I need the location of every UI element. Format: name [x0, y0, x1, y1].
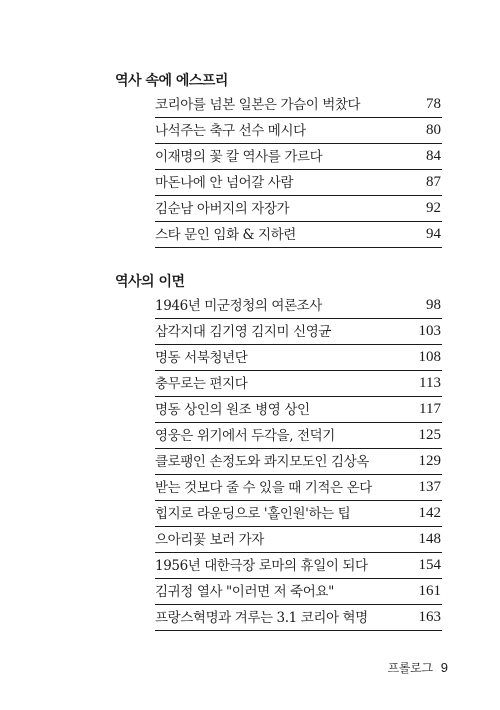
entry-page-number: 80: [426, 122, 441, 138]
entry-page-number: 129: [418, 453, 441, 469]
entry-title: 김귀정 열사 "이러면 저 죽어요": [155, 584, 334, 600]
entry-title: 1946년 미군정청의 여론조사: [155, 298, 322, 314]
entry-title: 으아리꽃 보러 가자: [155, 532, 264, 548]
entry-title: 명동 서북청년단: [155, 350, 248, 366]
entry-page-number: 163: [418, 609, 441, 625]
entry-title: 충무로는 편지다: [155, 376, 248, 392]
toc-entry[interactable]: [155, 144, 442, 170]
entry-title: 영웅은 위기에서 두각을, 전덕기: [155, 428, 335, 444]
entry-page-number: 117: [419, 401, 441, 417]
toc-entry[interactable]: [155, 92, 442, 118]
section-title: 역사 속에 에스프리: [115, 73, 228, 89]
section-title: 역사의 이면: [115, 274, 185, 290]
entry-page-number: 113: [419, 375, 441, 391]
toc-entry[interactable]: [155, 501, 442, 527]
toc-entry[interactable]: [155, 118, 442, 144]
entry-page-number: 78: [426, 96, 441, 112]
toc-entry[interactable]: [155, 579, 442, 605]
entry-title: 나석주는 축구 선수 메시다: [155, 123, 306, 139]
entry-page-number: 148: [418, 531, 441, 547]
entry-page-number: 84: [426, 148, 441, 164]
toc-list: [155, 92, 442, 248]
entry-title: 삼각지대 김기영 김지미 신영균: [155, 324, 332, 340]
entry-title: 김순남 아버지의 자장가: [155, 201, 290, 217]
toc-entry[interactable]: [155, 371, 442, 397]
toc-entry[interactable]: [155, 553, 442, 579]
entry-page-number: 108: [418, 349, 441, 365]
entry-title: 클로팽인 손정도와 콰지모도인 김상옥: [155, 454, 369, 470]
toc-entry[interactable]: [155, 319, 442, 345]
entry-title: 코리아를 넘본 일본은 가슴이 벅찼다: [155, 97, 361, 113]
entry-page-number: 103: [418, 323, 441, 339]
toc-entry[interactable]: [155, 345, 442, 371]
entry-page-number: 161: [418, 583, 441, 599]
entry-page-number: 87: [426, 174, 441, 190]
toc-entry[interactable]: [155, 475, 442, 501]
entry-title: 명동 상인의 원조 병영 상인: [155, 402, 310, 418]
entry-title: 힙지로 라운딩으로 '홀인원'하는 팁: [155, 506, 351, 522]
toc-entry[interactable]: [155, 293, 442, 319]
toc-entry[interactable]: [155, 423, 442, 449]
toc-entry[interactable]: [155, 397, 442, 423]
toc-entry[interactable]: [155, 196, 442, 222]
toc-entry[interactable]: [155, 449, 442, 475]
entry-page-number: 125: [418, 427, 441, 443]
entry-page-number: 154: [418, 557, 441, 573]
folio-page-number: 9: [440, 660, 448, 675]
entry-page-number: 98: [426, 297, 441, 313]
entry-title: 마돈나에 안 넘어갈 사람: [155, 175, 294, 191]
entry-page-number: 137: [418, 479, 441, 495]
entry-title: 스타 문인 임화 & 지하련: [155, 227, 296, 243]
toc-entry[interactable]: [155, 605, 442, 631]
toc-entry[interactable]: [155, 527, 442, 553]
entry-page-number: 94: [426, 226, 441, 242]
entry-title: 프랑스혁명과 겨루는 3.1 코리아 혁명: [155, 610, 368, 626]
running-footer-label: 프롤로그: [387, 661, 433, 675]
entry-title: 1956년 대한극장 로마의 휴일이 되다: [155, 558, 368, 574]
entry-page-number: 92: [426, 200, 441, 216]
toc-entry[interactable]: [155, 222, 442, 248]
page-footer: [388, 659, 448, 676]
entry-title: 받는 것보다 줄 수 있을 때 기적은 온다: [155, 480, 372, 496]
toc-entry[interactable]: [155, 170, 442, 196]
entry-title: 이재명의 꽃 칼 역사를 가르다: [155, 149, 323, 165]
entry-page-number: 142: [418, 505, 441, 521]
toc-list: [155, 293, 442, 631]
